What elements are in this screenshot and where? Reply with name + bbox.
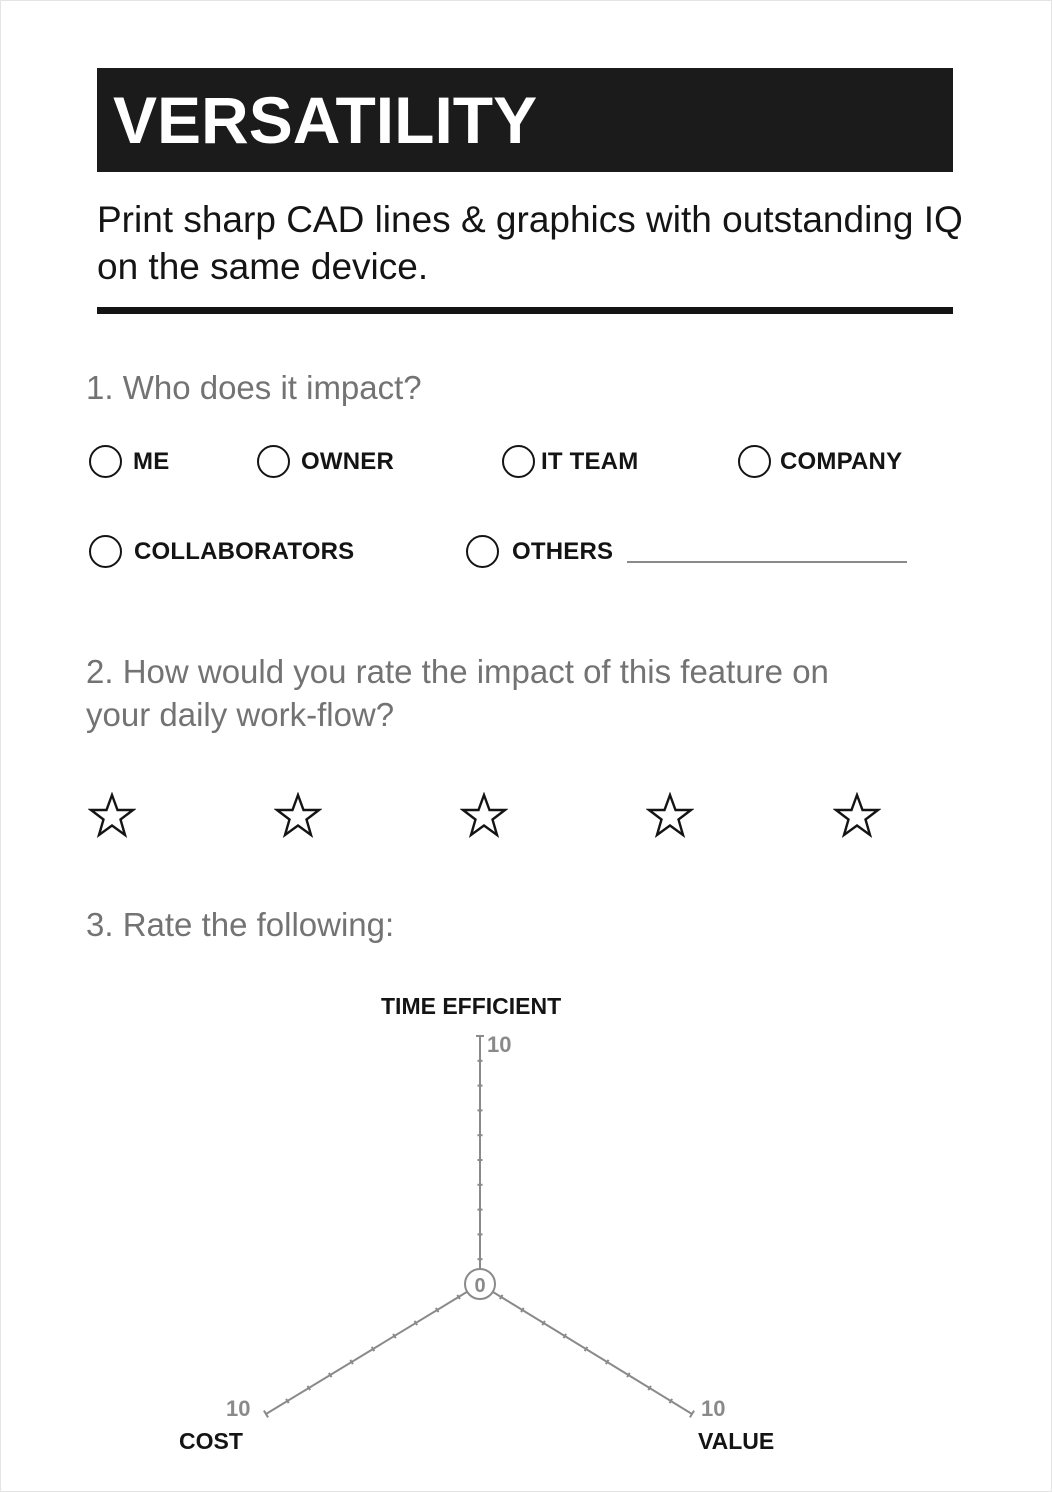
option-label: COLLABORATORS (134, 537, 355, 565)
question-3: 3. Rate the following: (86, 906, 395, 943)
option-label: COMPANY (780, 447, 903, 475)
center-label: 0 (474, 1275, 486, 1297)
axis-max-cost: 10 (226, 1396, 251, 1421)
radar-axes (264, 1036, 694, 1417)
option-label: OTHERS (512, 537, 614, 565)
question-2: 2. How would you rate the impact of this feature on your daily work-flow? (86, 653, 829, 733)
axis-title-cost: COST (179, 1428, 243, 1454)
option-label: ME (133, 447, 170, 475)
axis-title-time-efficient: TIME EFFICIENT (381, 993, 562, 1019)
axis-max-time-efficient: 10 (487, 1032, 512, 1057)
option-label: IT TEAM (541, 447, 639, 475)
question-1: 1. Who does it impact? (86, 369, 422, 406)
axis-title-value: VALUE (698, 1428, 775, 1454)
axis-max-value: 10 (701, 1396, 726, 1421)
feature-description: Print sharp CAD lines & graphics with outstanding IQ on the same device. (97, 199, 963, 287)
option-label: OWNER (301, 447, 394, 475)
page-title: VERSATILITY (113, 83, 538, 157)
